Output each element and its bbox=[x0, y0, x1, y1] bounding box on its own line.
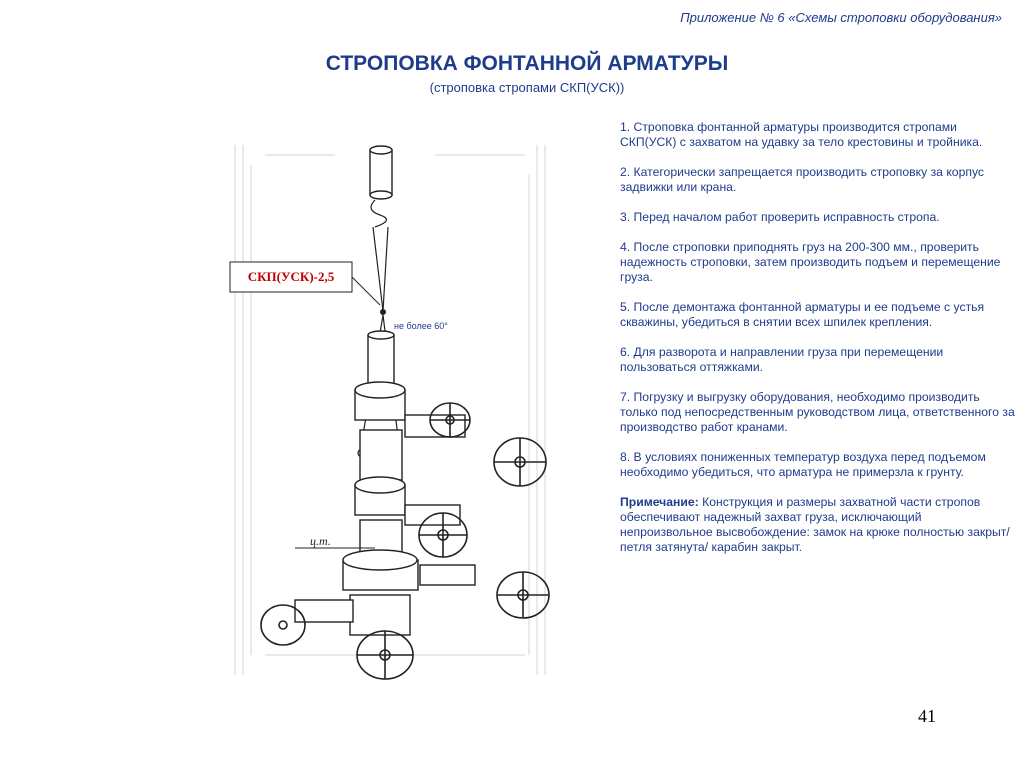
upper-pipe bbox=[370, 146, 392, 199]
handwheels bbox=[261, 403, 549, 679]
wellhead-rigging-diagram bbox=[225, 135, 560, 695]
appendix-header: Приложение № 6 «Схемы строповки оборудования» bbox=[680, 10, 1002, 25]
note bbox=[620, 495, 1015, 555]
instruction-item: 6. Для разворота и направлении груза при перемещении пользоваться оттяжками. bbox=[620, 345, 944, 374]
sling-label-box bbox=[230, 262, 380, 305]
instruction-item: 8. В условиях пониженных температур воздуха перед подъемом необходимо убедиться, что арматура не примерзла к грунту. bbox=[620, 450, 986, 479]
sling-ring bbox=[380, 309, 386, 315]
page-number: 41 bbox=[918, 706, 936, 726]
instruction-item: 5. После демонтажа фонтанной арматуры и ее подъеме с устья скважины, убедиться в снятии всех шпилек крепления. bbox=[620, 300, 985, 329]
instruction-item: 2. Категорически запрещается производить строповку за корпус задвижки или крана. bbox=[620, 165, 984, 194]
note-label: Примечание: bbox=[620, 495, 699, 509]
angle-label: не более 60° bbox=[394, 321, 448, 331]
page-subtitle: (строповка стропами СКП(УСК)) bbox=[429, 80, 625, 95]
note-text: Конструкция и размеры захватной части стропов обеспечивают надежный захват груза, исключающий непроизвольное высвобождение: замок на крюке полностью закрыт/ петля затянута/ карабин закрыт. bbox=[620, 495, 1010, 554]
instruction-item: 1. Строповка фонтанной арматуры производится стропами СКП(УСК) с захватом на удавку за тело крестовины и тройника. bbox=[620, 120, 983, 149]
wellhead-body bbox=[343, 331, 418, 635]
instruction-item: 4. После строповки приподнять груз на 200-300 мм., проверить надежность строповки, затем производить подъем и перемещение груза. bbox=[620, 240, 1001, 284]
page-title: СТРОПОВКА ФОНТАННОЙ АРМАТУРЫ bbox=[325, 52, 729, 75]
instruction-item: 7. Погрузку и выгрузку оборудования, необходимо производить только под непосредственным руководством лица, ответственного за производство работ кранами. bbox=[620, 390, 1015, 434]
cg-label: ц.т. bbox=[310, 534, 331, 548]
instructions-list bbox=[620, 120, 1015, 570]
instruction-item: 3. Перед началом работ проверить исправность стропа. bbox=[620, 210, 940, 224]
sling-label: СКП(УСК)-2,5 bbox=[247, 269, 335, 284]
